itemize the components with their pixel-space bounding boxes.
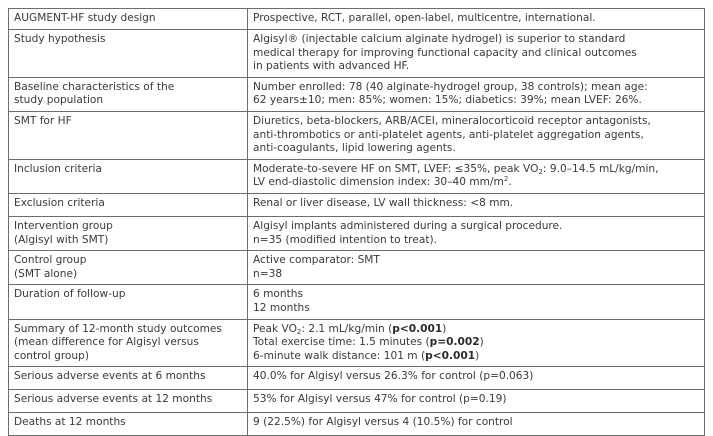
row-label: SMT for HF	[9, 111, 248, 159]
text: .	[508, 176, 512, 189]
table-row	[9, 159, 705, 193]
row-label: Serious adverse events at 12 months	[9, 390, 248, 413]
label-line: study population	[14, 94, 104, 107]
table-row	[9, 111, 705, 159]
row-label: Serious adverse events at 6 months	[9, 367, 248, 390]
row-value: 40.0% for Algisyl versus 26.3% for control (p=0.063)	[248, 367, 705, 390]
row-value	[248, 159, 705, 193]
subscript: 2	[538, 167, 543, 176]
text: )	[475, 349, 480, 362]
row-label: Study hypothesis	[9, 30, 248, 78]
value-line: Algisyl implants administered during a surgical procedure.	[253, 219, 563, 232]
value-line	[253, 176, 699, 190]
row-label	[9, 319, 248, 367]
table-row	[9, 367, 705, 390]
label-line: (Algisyl with SMT)	[14, 233, 109, 246]
table-row	[9, 390, 705, 413]
value-line	[253, 163, 699, 177]
row-value	[248, 251, 705, 285]
table-row	[9, 251, 705, 285]
outcome-line	[253, 336, 699, 350]
row-value	[248, 285, 705, 319]
table-row	[9, 216, 705, 250]
value-line: Algisyl® (injectable calcium alginate hydrogel) is superior to standard	[253, 33, 626, 45]
row-value	[248, 30, 705, 78]
study-design-table	[8, 8, 705, 436]
value-line: medical therapy for improving functional capacity and clinical outcomes	[253, 46, 637, 59]
row-value: Prospective, RCT, parallel, open-label, multicentre, international.	[248, 9, 705, 30]
text: : 2.1 mL/kg/min (	[301, 322, 393, 335]
label-line: Summary of 12-month study outcomes	[14, 322, 222, 335]
value-line: n=38	[253, 267, 283, 280]
text: 6-minute walk distance: 101 m (	[253, 349, 426, 362]
row-label: Duration of follow-up	[9, 285, 248, 319]
outcome-line	[253, 323, 699, 337]
label-line: Intervention group	[14, 219, 113, 232]
p-value: p<0.001	[392, 322, 443, 335]
table-row	[9, 285, 705, 319]
text: Total exercise time: 1.5 minutes (	[253, 336, 430, 349]
p-value: p=0.002	[429, 336, 480, 349]
value-line: anti-thrombotics or anti-platelet agents, anti-platelet aggregation agents,	[253, 128, 644, 141]
row-value	[248, 216, 705, 250]
table-row	[9, 9, 705, 30]
value-line: Active comparator: SMT	[253, 254, 380, 267]
superscript: 2	[503, 175, 509, 184]
value-line: Number enrolled: 78 (40 alginate-hydrogel group, 38 controls); mean age:	[253, 80, 648, 93]
label-line: (mean difference for Algisyl versus	[14, 336, 199, 349]
row-value: Renal or liver disease, LV wall thickness: <8 mm.	[248, 193, 705, 216]
row-label	[9, 216, 248, 250]
table-row	[9, 77, 705, 111]
value-line: 6 months	[253, 288, 304, 301]
p-value: p<0.001	[425, 349, 476, 362]
value-line: n=35 (modified intention to treat).	[253, 233, 437, 246]
value-line: 62 years±10; men: 85%; women: 15%; diabetics: 39%; mean LVEF: 26%.	[253, 94, 642, 107]
text: )	[442, 322, 447, 335]
value-line: in patients with advanced HF.	[253, 60, 410, 73]
outcome-line	[253, 350, 699, 364]
text: LV end-diastolic dimension index: 30–40 mm/m	[253, 176, 504, 189]
label-line: control group)	[14, 349, 89, 362]
row-value	[248, 77, 705, 111]
row-value	[248, 111, 705, 159]
row-label: Exclusion criteria	[9, 193, 248, 216]
value-line: Diuretics, beta-blockers, ARB/ACEI, mineralocorticoid receptor antagonists,	[253, 114, 651, 127]
row-value: 53% for Algisyl versus 47% for control (p=0.19)	[248, 390, 705, 413]
value-line: anti-coagulants, lipid lowering agents.	[253, 142, 456, 155]
row-label	[9, 251, 248, 285]
row-label: Inclusion criteria	[9, 159, 248, 193]
label-line: Baseline characteristics of the	[14, 80, 175, 93]
row-value	[248, 319, 705, 367]
text: : 9.0–14.5 mL/kg/min,	[542, 162, 659, 175]
table-row	[9, 319, 705, 367]
table-row	[9, 30, 705, 78]
row-value: 9 (22.5%) for Algisyl versus 4 (10.5%) for control	[248, 413, 705, 436]
text: )	[479, 336, 484, 349]
label-line: Control group	[14, 254, 87, 267]
row-label: Deaths at 12 months	[9, 413, 248, 436]
value-line: 12 months	[253, 301, 310, 314]
subscript: 2	[296, 327, 302, 336]
table-row	[9, 193, 705, 216]
row-label	[9, 77, 248, 111]
text: Moderate-to-severe HF on SMT, LVEF: ≤35%, peak VO	[253, 162, 539, 175]
label-line: (SMT alone)	[14, 267, 78, 280]
row-label: AUGMENT-HF study design	[9, 9, 248, 30]
table-row	[9, 413, 705, 436]
text: Peak VO	[253, 322, 297, 335]
